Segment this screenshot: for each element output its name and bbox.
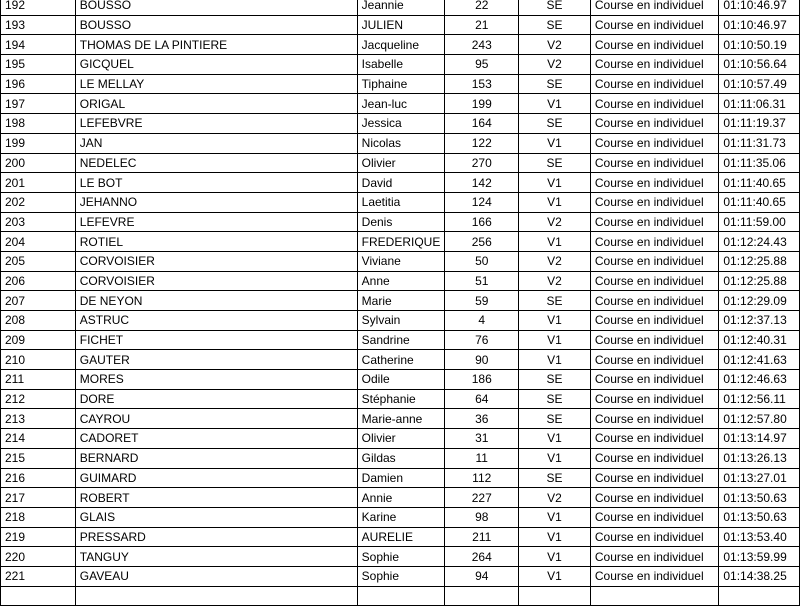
race-type-cell[interactable]: Course en individuel: [590, 389, 718, 409]
rank-cell[interactable]: 221: [1, 566, 76, 586]
rank-cell[interactable]: 218: [1, 507, 76, 527]
first-name-cell[interactable]: Karine: [357, 507, 445, 527]
race-type-cell[interactable]: Course en individuel: [590, 448, 718, 468]
time-cell[interactable]: 01:11:59.00: [719, 212, 800, 232]
race-type-cell[interactable]: Course en individuel: [590, 133, 718, 153]
first-name-cell[interactable]: Odile: [357, 370, 445, 390]
first-name-cell[interactable]: Jacqueline: [357, 35, 445, 55]
last-name-cell[interactable]: [75, 586, 357, 606]
first-name-cell[interactable]: Marie-anne: [357, 409, 445, 429]
last-name-cell[interactable]: ORIGAL: [75, 94, 357, 114]
last-name-cell[interactable]: JAN: [75, 133, 357, 153]
time-cell[interactable]: 01:13:53.40: [719, 527, 800, 547]
table-row: [1, 173, 800, 193]
last-name-cell[interactable]: GAUTER: [75, 350, 357, 370]
last-name-cell[interactable]: JEHANNO: [75, 192, 357, 212]
race-type-cell[interactable]: Course en individuel: [590, 0, 718, 15]
table-row: [1, 94, 800, 114]
table-row: [1, 468, 800, 488]
first-name-cell[interactable]: Nicolas: [357, 133, 445, 153]
time-cell[interactable]: 01:13:27.01: [719, 468, 800, 488]
last-name-cell[interactable]: GAVEAU: [75, 566, 357, 586]
category-cell[interactable]: V1: [519, 547, 591, 567]
first-name-cell[interactable]: Catherine: [357, 350, 445, 370]
race-type-cell[interactable]: Course en individuel: [590, 173, 718, 193]
first-name-cell[interactable]: AURELIE: [357, 527, 445, 547]
race-type-cell[interactable]: Course en individuel: [590, 153, 718, 173]
race-type-cell[interactable]: Course en individuel: [590, 330, 718, 350]
table-row: [1, 35, 800, 55]
last-name-cell[interactable]: LE MELLAY: [75, 74, 357, 94]
category-cell[interactable]: V2: [519, 35, 591, 55]
time-cell[interactable]: 01:12:56.11: [719, 389, 800, 409]
rank-cell[interactable]: 206: [1, 271, 76, 291]
time-cell[interactable]: 01:11:31.73: [719, 133, 800, 153]
time-cell[interactable]: 01:12:25.88: [719, 251, 800, 271]
category-cell[interactable]: V1: [519, 94, 591, 114]
category-cell[interactable]: [519, 586, 591, 606]
race-type-cell[interactable]: [590, 586, 718, 606]
table-row: [1, 311, 800, 331]
first-name-cell[interactable]: Sandrine: [357, 330, 445, 350]
first-name-cell[interactable]: Stéphanie: [357, 389, 445, 409]
last-name-cell[interactable]: LEFEVRE: [75, 212, 357, 232]
category-cell[interactable]: SE: [519, 114, 591, 134]
rank-cell[interactable]: 215: [1, 448, 76, 468]
category-cell[interactable]: V1: [519, 311, 591, 331]
race-type-cell[interactable]: Course en individuel: [590, 15, 718, 35]
table-row: [1, 547, 800, 567]
first-name-cell[interactable]: Sophie: [357, 566, 445, 586]
race-type-cell[interactable]: Course en individuel: [590, 55, 718, 75]
rank-cell[interactable]: 198: [1, 114, 76, 134]
rank-cell[interactable]: 216: [1, 468, 76, 488]
first-name-cell[interactable]: Tiphaine: [357, 74, 445, 94]
category-cell[interactable]: SE: [519, 468, 591, 488]
table-row: [1, 192, 800, 212]
table-row: [1, 409, 800, 429]
table-row: [1, 74, 800, 94]
race-type-cell[interactable]: Course en individuel: [590, 468, 718, 488]
time-cell[interactable]: 01:13:50.63: [719, 488, 800, 508]
first-name-cell[interactable]: Olivier: [357, 153, 445, 173]
first-name-cell[interactable]: JULIEN: [357, 15, 445, 35]
category-cell[interactable]: V1: [519, 350, 591, 370]
time-cell[interactable]: 01:10:50.19: [719, 35, 800, 55]
first-name-cell[interactable]: Anne: [357, 271, 445, 291]
bib-number-cell[interactable]: 153: [445, 74, 519, 94]
rank-cell[interactable]: 220: [1, 547, 76, 567]
last-name-cell[interactable]: DE NEYON: [75, 291, 357, 311]
table-row: [1, 330, 800, 350]
rank-cell[interactable]: 196: [1, 74, 76, 94]
category-cell[interactable]: SE: [519, 389, 591, 409]
rank-cell[interactable]: 211: [1, 370, 76, 390]
time-cell[interactable]: 01:10:46.97: [719, 0, 800, 15]
bib-number-cell[interactable]: 256: [445, 232, 519, 252]
first-name-cell[interactable]: Sylvain: [357, 311, 445, 331]
rank-cell[interactable]: 217: [1, 488, 76, 508]
last-name-cell[interactable]: CAYROU: [75, 409, 357, 429]
race-type-cell[interactable]: Course en individuel: [590, 488, 718, 508]
last-name-cell[interactable]: LE BOT: [75, 173, 357, 193]
bib-number-cell[interactable]: 51: [445, 271, 519, 291]
table-row: [1, 114, 800, 134]
time-cell[interactable]: 01:13:14.97: [719, 429, 800, 449]
rank-cell[interactable]: 210: [1, 350, 76, 370]
table-row: [1, 370, 800, 390]
table-row: [1, 15, 800, 35]
race-type-cell[interactable]: Course en individuel: [590, 350, 718, 370]
first-name-cell[interactable]: Jeannie: [357, 0, 445, 15]
first-name-cell[interactable]: Olivier: [357, 429, 445, 449]
category-cell[interactable]: V2: [519, 55, 591, 75]
time-cell[interactable]: 01:12:37.13: [719, 311, 800, 331]
time-cell[interactable]: 01:13:50.63: [719, 507, 800, 527]
first-name-cell[interactable]: David: [357, 173, 445, 193]
category-cell[interactable]: SE: [519, 370, 591, 390]
bib-number-cell[interactable]: 21: [445, 15, 519, 35]
table-row: [1, 566, 800, 586]
race-type-cell[interactable]: Course en individuel: [590, 192, 718, 212]
last-name-cell[interactable]: CADORET: [75, 429, 357, 449]
first-name-cell[interactable]: Viviane: [357, 251, 445, 271]
last-name-cell[interactable]: CORVOISIER: [75, 251, 357, 271]
rank-cell[interactable]: 195: [1, 55, 76, 75]
bib-number-cell[interactable]: 64: [445, 389, 519, 409]
time-cell[interactable]: 01:14:38.25: [719, 566, 800, 586]
rank-cell[interactable]: 200: [1, 153, 76, 173]
category-cell[interactable]: V1: [519, 507, 591, 527]
table-row: [1, 55, 800, 75]
table-row: [1, 527, 800, 547]
category-cell[interactable]: V2: [519, 488, 591, 508]
category-cell[interactable]: V1: [519, 566, 591, 586]
rank-cell[interactable]: 192: [1, 0, 76, 15]
race-type-cell[interactable]: Course en individuel: [590, 35, 718, 55]
rank-cell[interactable]: 201: [1, 173, 76, 193]
table-row: [1, 0, 800, 15]
category-cell[interactable]: V2: [519, 212, 591, 232]
table-row: [1, 291, 800, 311]
rank-cell[interactable]: 194: [1, 35, 76, 55]
category-cell[interactable]: V1: [519, 173, 591, 193]
time-cell[interactable]: 01:12:25.88: [719, 271, 800, 291]
first-name-cell[interactable]: FREDERIQUE: [357, 232, 445, 252]
race-type-cell[interactable]: Course en individuel: [590, 311, 718, 331]
table-row: [1, 389, 800, 409]
first-name-cell[interactable]: Marie: [357, 291, 445, 311]
time-cell[interactable]: 01:12:24.43: [719, 232, 800, 252]
last-name-cell[interactable]: MORES: [75, 370, 357, 390]
bib-number-cell[interactable]: 186: [445, 370, 519, 390]
bib-number-cell[interactable]: 264: [445, 547, 519, 567]
category-cell[interactable]: V2: [519, 251, 591, 271]
rank-cell[interactable]: 197: [1, 94, 76, 114]
table-row: [1, 232, 800, 252]
race-type-cell[interactable]: Course en individuel: [590, 409, 718, 429]
time-cell[interactable]: 01:13:59.99: [719, 547, 800, 567]
category-cell[interactable]: V1: [519, 527, 591, 547]
category-cell[interactable]: SE: [519, 15, 591, 35]
bib-number-cell[interactable]: 124: [445, 192, 519, 212]
bib-number-cell[interactable]: 11: [445, 448, 519, 468]
last-name-cell[interactable]: DORE: [75, 389, 357, 409]
rank-cell[interactable]: 199: [1, 133, 76, 153]
first-name-cell[interactable]: Damien: [357, 468, 445, 488]
bib-number-cell[interactable]: 112: [445, 468, 519, 488]
time-cell[interactable]: 01:11:19.37: [719, 114, 800, 134]
race-type-cell[interactable]: Course en individuel: [590, 547, 718, 567]
first-name-cell[interactable]: Isabelle: [357, 55, 445, 75]
table-row: [1, 251, 800, 271]
first-name-cell[interactable]: Laetitia: [357, 192, 445, 212]
time-cell[interactable]: 01:11:35.06: [719, 153, 800, 173]
first-name-cell[interactable]: [357, 586, 445, 606]
bib-number-cell[interactable]: 243: [445, 35, 519, 55]
category-cell[interactable]: V1: [519, 133, 591, 153]
category-cell[interactable]: V1: [519, 232, 591, 252]
race-type-cell[interactable]: Course en individuel: [590, 114, 718, 134]
rank-cell[interactable]: 219: [1, 527, 76, 547]
bib-number-cell[interactable]: 90: [445, 350, 519, 370]
category-cell[interactable]: V1: [519, 448, 591, 468]
category-cell[interactable]: V1: [519, 330, 591, 350]
table-row: [1, 429, 800, 449]
bib-number-cell[interactable]: 94: [445, 566, 519, 586]
first-name-cell[interactable]: Gildas: [357, 448, 445, 468]
last-name-cell[interactable]: CORVOISIER: [75, 271, 357, 291]
race-type-cell[interactable]: Course en individuel: [590, 370, 718, 390]
first-name-cell[interactable]: Sophie: [357, 547, 445, 567]
race-type-cell[interactable]: Course en individuel: [590, 507, 718, 527]
bib-number-cell[interactable]: 59: [445, 291, 519, 311]
rank-cell[interactable]: 204: [1, 232, 76, 252]
bib-number-cell[interactable]: 50: [445, 251, 519, 271]
first-name-cell[interactable]: Annie: [357, 488, 445, 508]
race-type-cell[interactable]: Course en individuel: [590, 566, 718, 586]
rank-cell[interactable]: 208: [1, 311, 76, 331]
last-name-cell[interactable]: ROBERT: [75, 488, 357, 508]
first-name-cell[interactable]: Jean-luc: [357, 94, 445, 114]
bib-number-cell[interactable]: [445, 586, 519, 606]
category-cell[interactable]: V2: [519, 271, 591, 291]
bib-number-cell[interactable]: 122: [445, 133, 519, 153]
last-name-cell[interactable]: ROTIEL: [75, 232, 357, 252]
rank-cell[interactable]: 212: [1, 389, 76, 409]
category-cell[interactable]: V1: [519, 192, 591, 212]
bib-number-cell[interactable]: 164: [445, 114, 519, 134]
last-name-cell[interactable]: GUIMARD: [75, 468, 357, 488]
table-row: [1, 153, 800, 173]
first-name-cell[interactable]: Jessica: [357, 114, 445, 134]
category-cell[interactable]: SE: [519, 0, 591, 15]
category-cell[interactable]: SE: [519, 153, 591, 173]
rank-cell[interactable]: [1, 586, 76, 606]
time-cell[interactable]: 01:12:46.63: [719, 370, 800, 390]
last-name-cell[interactable]: PRESSARD: [75, 527, 357, 547]
table-row: [1, 507, 800, 527]
first-name-cell[interactable]: Denis: [357, 212, 445, 232]
last-name-cell[interactable]: BOUSSO: [75, 15, 357, 35]
race-type-cell[interactable]: Course en individuel: [590, 291, 718, 311]
bib-number-cell[interactable]: 31: [445, 429, 519, 449]
category-cell[interactable]: SE: [519, 409, 591, 429]
race-type-cell[interactable]: Course en individuel: [590, 527, 718, 547]
bib-number-cell[interactable]: 76: [445, 330, 519, 350]
last-name-cell[interactable]: NEDELEC: [75, 153, 357, 173]
rank-cell[interactable]: 205: [1, 251, 76, 271]
category-cell[interactable]: V1: [519, 429, 591, 449]
time-cell[interactable]: 01:11:40.65: [719, 192, 800, 212]
bib-number-cell[interactable]: 95: [445, 55, 519, 75]
table-row: [1, 212, 800, 232]
table-row: [1, 350, 800, 370]
time-cell[interactable]: 01:12:41.63: [719, 350, 800, 370]
bib-number-cell[interactable]: 4: [445, 311, 519, 331]
table-row: [1, 133, 800, 153]
bib-number-cell[interactable]: 22: [445, 0, 519, 15]
last-name-cell[interactable]: LEFEBVRE: [75, 114, 357, 134]
last-name-cell[interactable]: ASTRUC: [75, 311, 357, 331]
rank-cell[interactable]: 202: [1, 192, 76, 212]
last-name-cell[interactable]: FICHET: [75, 330, 357, 350]
time-cell[interactable]: 01:10:57.49: [719, 74, 800, 94]
race-type-cell[interactable]: Course en individuel: [590, 232, 718, 252]
bib-number-cell[interactable]: 142: [445, 173, 519, 193]
bib-number-cell[interactable]: 36: [445, 409, 519, 429]
time-cell[interactable]: 01:12:57.80: [719, 409, 800, 429]
last-name-cell[interactable]: THOMAS DE LA PINTIERE: [75, 35, 357, 55]
results-table-body: [1, 0, 800, 606]
time-cell[interactable]: 01:12:29.09: [719, 291, 800, 311]
last-name-cell[interactable]: TANGUY: [75, 547, 357, 567]
time-cell[interactable]: [719, 586, 800, 606]
bib-number-cell[interactable]: 211: [445, 527, 519, 547]
race-type-cell[interactable]: Course en individuel: [590, 212, 718, 232]
rank-cell[interactable]: 203: [1, 212, 76, 232]
rank-cell[interactable]: 193: [1, 15, 76, 35]
race-type-cell[interactable]: Course en individuel: [590, 74, 718, 94]
bib-number-cell[interactable]: 199: [445, 94, 519, 114]
table-row: [1, 586, 800, 606]
race-type-cell[interactable]: Course en individuel: [590, 251, 718, 271]
bib-number-cell[interactable]: 227: [445, 488, 519, 508]
table-row: [1, 271, 800, 291]
rank-cell[interactable]: 207: [1, 291, 76, 311]
rank-cell[interactable]: 213: [1, 409, 76, 429]
last-name-cell[interactable]: BOUSSO: [75, 0, 357, 15]
time-cell[interactable]: 01:11:06.31: [719, 94, 800, 114]
table-row: [1, 488, 800, 508]
last-name-cell[interactable]: GICQUEL: [75, 55, 357, 75]
rank-cell[interactable]: 214: [1, 429, 76, 449]
time-cell[interactable]: 01:10:46.97: [719, 15, 800, 35]
bib-number-cell[interactable]: 270: [445, 153, 519, 173]
time-cell[interactable]: 01:11:40.65: [719, 173, 800, 193]
bib-number-cell[interactable]: 98: [445, 507, 519, 527]
last-name-cell[interactable]: BERNARD: [75, 448, 357, 468]
last-name-cell[interactable]: GLAIS: [75, 507, 357, 527]
table-row: [1, 448, 800, 468]
race-type-cell[interactable]: Course en individuel: [590, 429, 718, 449]
category-cell[interactable]: SE: [519, 74, 591, 94]
time-cell[interactable]: 01:10:56.64: [719, 55, 800, 75]
race-type-cell[interactable]: Course en individuel: [590, 94, 718, 114]
bib-number-cell[interactable]: 166: [445, 212, 519, 232]
race-type-cell[interactable]: Course en individuel: [590, 271, 718, 291]
rank-cell[interactable]: 209: [1, 330, 76, 350]
category-cell[interactable]: SE: [519, 291, 591, 311]
time-cell[interactable]: 01:13:26.13: [719, 448, 800, 468]
time-cell[interactable]: 01:12:40.31: [719, 330, 800, 350]
